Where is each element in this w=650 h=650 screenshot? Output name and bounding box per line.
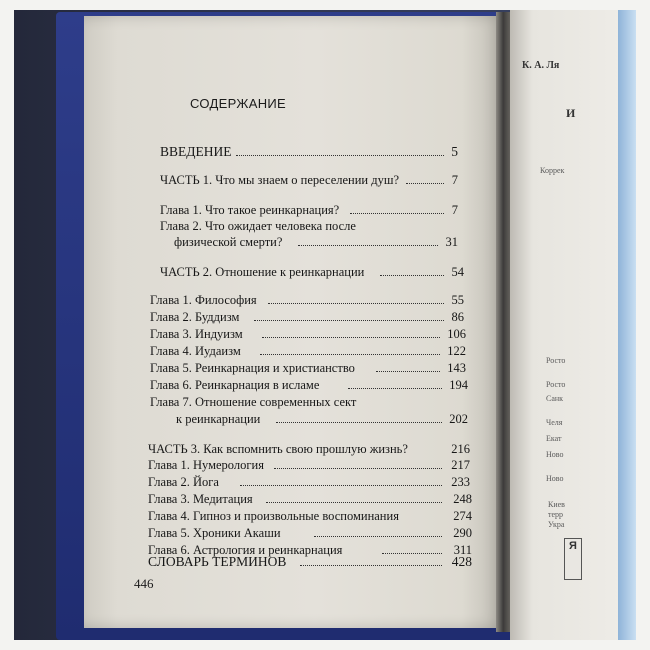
toc-entry-label: Глава 1. Нумерология: [148, 458, 264, 472]
page-number: 446: [134, 576, 154, 591]
right-page-line: Ново: [546, 450, 564, 459]
toc-entry-label: Глава 6. Астрология и реинкарнация: [148, 543, 343, 557]
toc-entry-label: СЛОВАРЬ ТЕРМИНОВ: [148, 554, 287, 569]
toc-entry-page: 233: [451, 475, 470, 489]
publisher-logo: Я: [564, 538, 582, 580]
toc-entry-page: 194: [449, 378, 468, 392]
toc-entry-label: ЧАСТЬ 1. Что мы знаем о переселении душ?: [160, 173, 400, 187]
dot-leader: [274, 453, 442, 469]
toc-entry-ch-cont: [174, 234, 458, 250]
toc-entry-page: 311: [453, 543, 472, 557]
toc-entry-label: Глава 3. Медитация: [148, 492, 253, 506]
toc-entry-page: 290: [453, 526, 472, 540]
toc-entry-label: к реинкарнации: [176, 412, 261, 426]
toc-entry-page: 217: [451, 458, 470, 472]
right-page-line: Коррек: [540, 166, 565, 175]
toc-entry-label: Глава 1. Что такое реинкарнация?: [160, 203, 340, 217]
dot-leader: [350, 198, 444, 214]
dot-leader: [266, 487, 442, 503]
toc-entry-glossary: [148, 554, 472, 570]
toc-entry-label: ЧАСТЬ 3. Как вспомнить свою прошлую жизнь?: [148, 442, 408, 456]
toc-entry-ch-cont: [176, 411, 468, 427]
dot-leader: [298, 230, 438, 246]
toc-entry-label: Глава 6. Реинкарнация в исламе: [150, 378, 320, 392]
toc-entry-page: 106: [447, 327, 466, 341]
toc-entry-page: 7: [451, 203, 458, 217]
toc-entry-page: 122: [447, 344, 466, 358]
toc-title: СОДЕРЖАНИЕ: [190, 96, 287, 111]
toc-entry-label: Глава 2. Буддизм: [150, 310, 240, 324]
right-page-line: Росто: [546, 356, 566, 365]
dot-leader: [314, 521, 442, 537]
toc-entry-page: 5: [451, 144, 458, 159]
toc-entry-page: 143: [447, 361, 466, 375]
toc-entry-label: Глава 3. Индуизм: [150, 327, 243, 341]
toc-entry-label: Глава 5. Реинкарнация и христианство: [150, 361, 355, 375]
toc-entry-label: физической смерти?: [174, 235, 283, 249]
toc-entry-label: ЧАСТЬ 2. Отношение к реинкарнации: [160, 265, 365, 279]
dot-leader: [276, 407, 442, 423]
right-page-line: терр: [548, 510, 564, 519]
toc-entry-label: Глава 5. Хроники Акаши: [148, 526, 281, 540]
toc-entry-part2: [160, 264, 464, 280]
toc-entry-part1: [160, 172, 458, 188]
toc-entry-page: 55: [451, 293, 464, 307]
dot-leader: [300, 550, 442, 566]
toc-entry-page: 274: [453, 509, 472, 523]
right-page-line: Челя: [546, 418, 563, 427]
toc-entry-label: Глава 7. Отношение современных сект: [150, 395, 357, 409]
right-page-line: Ново: [546, 474, 564, 483]
right-cover-edge: [618, 10, 636, 640]
dot-leader: [406, 168, 444, 184]
dot-leader: [254, 305, 444, 321]
toc-entry-page: 54: [451, 265, 464, 279]
right-page-line: Екат: [546, 434, 562, 443]
toc-entry-page: 202: [449, 412, 468, 426]
toc-entry-page: 31: [445, 235, 458, 249]
toc-entry-ch: [148, 491, 472, 507]
dot-leader: [260, 339, 440, 355]
toc-entry-intro: [160, 144, 458, 160]
right-page-title: И: [566, 106, 576, 120]
right-page-line: Санк: [546, 394, 564, 403]
dot-leader: [376, 356, 440, 372]
dot-leader: [240, 470, 442, 486]
toc-entry-label: Глава 2. Что ожидает человека после: [160, 219, 356, 233]
toc-entry-label: ВВЕДЕНИЕ: [160, 144, 232, 159]
toc-entry-ch: [160, 202, 458, 218]
toc-entry-label: Глава 1. Философия: [150, 293, 257, 307]
right-page-author: К. А. Ля: [522, 60, 560, 71]
toc-entry-ch: [150, 377, 468, 393]
toc-entry-label: Глава 4. Иудаизм: [150, 344, 241, 358]
toc-entry-page: 7: [451, 173, 458, 187]
dot-leader: [262, 322, 440, 338]
right-page-line: Росто: [546, 380, 566, 389]
toc-entry-label: Глава 2. Йога: [148, 475, 219, 489]
toc-entry-label: Глава 4. Гипноз и произвольные воспоминания: [148, 509, 399, 523]
toc-entry-page: 216: [451, 442, 470, 456]
dot-leader: [348, 373, 442, 389]
dot-leader: [236, 140, 444, 156]
right-page-line: Киев: [548, 500, 565, 509]
right-page-line: Укра: [548, 520, 565, 529]
toc-entry-page: 86: [451, 310, 464, 324]
toc-entry-page: 248: [453, 492, 472, 506]
dot-leader: [380, 260, 444, 276]
dot-leader: [268, 288, 444, 304]
toc-entry-page: 428: [451, 554, 472, 569]
